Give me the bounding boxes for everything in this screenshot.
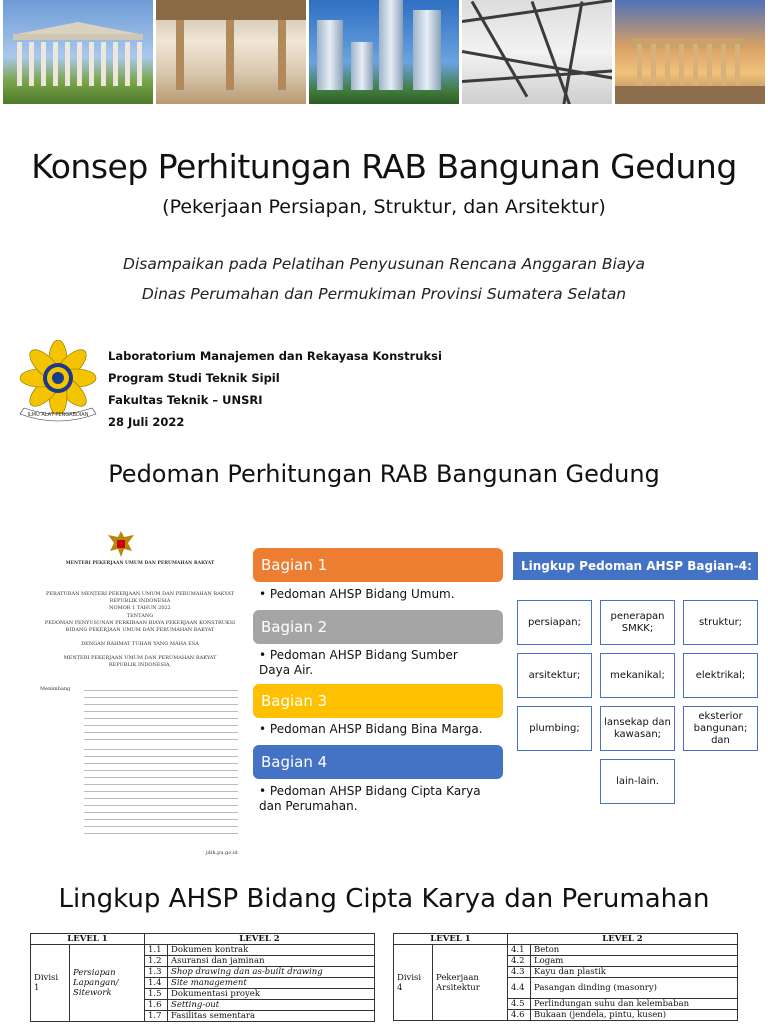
bagian-2-header: Bagian 2 — [253, 610, 503, 644]
lingkup-header: Lingkup Pedoman AHSP Bagian-4: — [513, 552, 758, 580]
agency-line: Dinas Perumahan dan Permukiman Provinsi Sumatera Selatan — [141, 285, 627, 303]
regulation-document-image: MENTERI PEKERJAAN UMUM DAN PERUMAHAN RAKYAT PERATURAN MENTERI PEKERJAAN UMUM DAN PERUMAHAN RAKYAT REPUBLIK INDONESIA NOMOR 1 TAHUN 2022 TENTANG PEDOMAN PENYUSUNAN PERKIRAAN BIAYA PEKERJAAN KONSTRUKSI BIDANG PEKERJAAN UMUM DAN PERUMAHAN RAKYAT DENGAN RAHMAT TUHAN YANG MAHA ESA MENTERI PEKERJAAN UMUM DAN PERUMAHAN RAKYAT REPUBLIK INDONESIA, Menimbang jdih.pu.go.id — [36, 525, 244, 860]
divisi-cell: Divisi 4 — [394, 945, 433, 1021]
lingkup-item: lansekap dan kawasan; — [600, 706, 675, 751]
faculty-name: Fakultas Teknik – UNSRI — [108, 393, 263, 407]
header-photo-strip — [3, 0, 765, 104]
section-title-pedoman: Pedoman Perhitungan RAB Bangunan Gedung — [108, 460, 660, 488]
lingkup-item: persiapan; — [517, 600, 592, 645]
svg-text:ILMU ALAT PENGABDIAN: ILMU ALAT PENGABDIAN — [27, 412, 89, 418]
divisi-name-cell: Pekerjaan Arsitektur — [433, 945, 508, 1021]
presented-at-line: Disampaikan pada Pelatihan Penyusunan Rencana Anggaran Biaya — [123, 255, 645, 273]
bagian-2-desc: • Pedoman AHSP Bidang Sumber Daya Air. — [259, 648, 458, 677]
garuda-emblem-icon — [104, 529, 138, 559]
page-subtitle: (Pekerjaan Persiapan, Struktur, dan Arsitektur) — [162, 196, 606, 218]
lingkup-item: plumbing; — [517, 706, 592, 751]
bagian-1-header: Bagian 1 — [253, 548, 503, 582]
lab-name: Laboratorium Manajemen dan Rekayasa Konstruksi — [108, 349, 442, 363]
bagian-4-desc: • Pedoman AHSP Bidang Cipta Karya dan Perumahan. — [259, 784, 481, 813]
photo-acropolis — [615, 0, 765, 104]
photo-interior-hall — [156, 0, 306, 104]
divisi-name-cell: Persiapan Lapangan/ Sitework — [70, 945, 145, 1022]
lingkup-item: penerapan SMKK; — [600, 600, 675, 645]
photo-skyscrapers — [309, 0, 459, 104]
lingkup-item: mekanikal; — [600, 653, 675, 698]
divisi-cell: Divisi 1 — [31, 945, 70, 1022]
photo-parthenon-replica — [3, 0, 153, 104]
page-title: Konsep Perhitungan RAB Bangunan Gedung — [31, 147, 737, 186]
bagian-3-desc: • Pedoman AHSP Bidang Bina Marga. — [259, 722, 483, 736]
lingkup-item: lain-lain. — [600, 759, 675, 804]
presentation-date: 28 Juli 2022 — [108, 415, 185, 429]
unsri-logo-icon — [12, 340, 104, 424]
section-title-lingkup-ahsp: Lingkup AHSP Bidang Cipta Karya dan Perumahan — [58, 884, 710, 914]
program-name: Program Studi Teknik Sipil — [108, 371, 280, 385]
lingkup-item: struktur; — [683, 600, 758, 645]
level-table-divisi-4: LEVEL 1 LEVEL 2 Divisi 4 Pekerjaan Arsitektur 4.1 Beton 4.2 Logam 4.3 Kayu dan plastik 4.4 Pasangan dinding (masonry) 4.5 Perlindungan suhu dan kelembaban 4.6 Bukaan (jendela, pintu, kusen) — [393, 933, 738, 1021]
bagian-1-desc: • Pedoman AHSP Bidang Umum. — [259, 587, 455, 601]
lingkup-item: eksterior bangunan; dan — [683, 706, 758, 751]
lingkup-item: elektrikal; — [683, 653, 758, 698]
level-table-divisi-1: LEVEL 1 LEVEL 2 Divisi 1 Persiapan Lapangan/ Sitework 1.1 Dokumen kontrak 1.2 Asuransi dan jaminan 1.3 Shop drawing dan as-built drawing 1.4 Site management 1.5 Dokumentasi proyek 1.6 Setting-out 1.7 Fasilitas sementara — [30, 933, 375, 1022]
lingkup-item: arsitektur; — [517, 653, 592, 698]
photo-steel-structure — [462, 0, 612, 104]
bagian-4-header: Bagian 4 — [253, 745, 503, 779]
bagian-3-header: Bagian 3 — [253, 684, 503, 718]
